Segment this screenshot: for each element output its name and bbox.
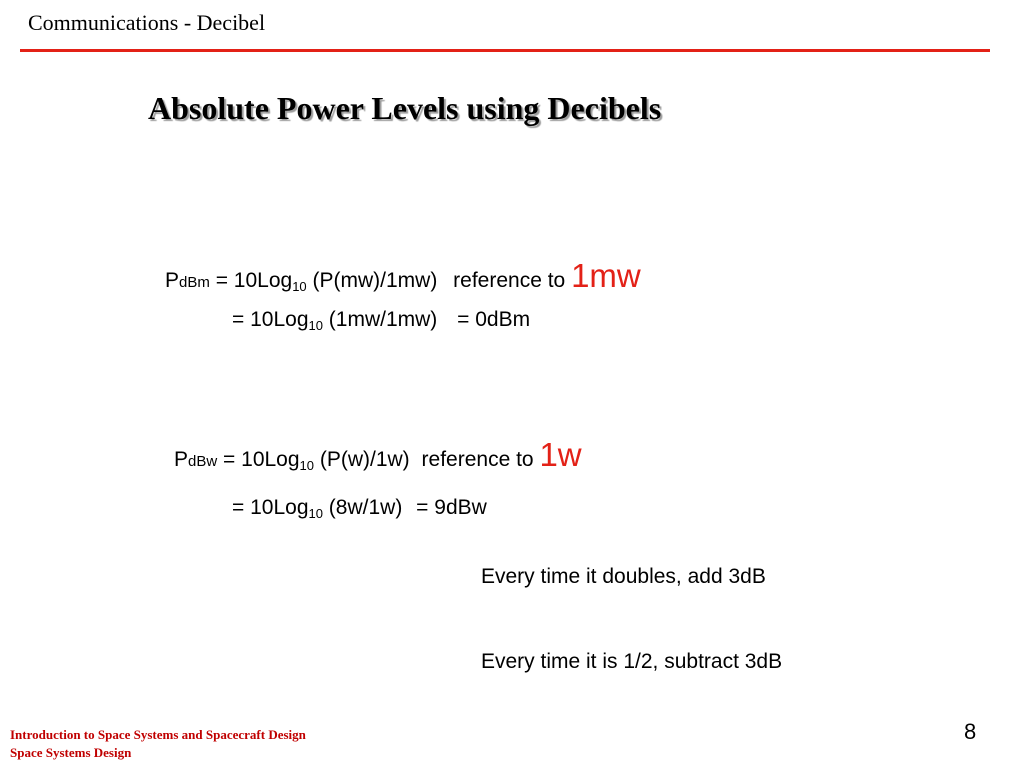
footer	[10, 726, 306, 762]
header-divider	[20, 49, 990, 52]
dbw-calc-result: = 9dBw	[416, 496, 487, 519]
dbm-calc-base: 10	[308, 318, 323, 333]
page-number: 8	[964, 719, 977, 744]
dbm-symbol-subscript: dBm	[179, 274, 210, 291]
dbm-calc-arg: (1mw/1mw)	[322, 308, 438, 331]
dbm-calc-prefix: = 10Log	[232, 308, 309, 331]
dbw-formula	[174, 436, 582, 474]
slide-title: Absolute Power Levels using Decibels	[148, 90, 662, 126]
footer-subtitle: Space Systems Design	[10, 745, 132, 760]
note-halving: Every time it is 1/2, subtract 3dB	[481, 650, 783, 673]
dbm-calc-result: = 0dBm	[457, 308, 531, 331]
dbm-symbol: P	[165, 269, 180, 292]
dbw-reference-unit: 1w	[539, 436, 582, 473]
dbw-formula-arg: (P(w)/1w)	[314, 448, 410, 471]
dbw-formula-prefix: = 10Log	[217, 448, 300, 471]
dbw-log-base: 10	[299, 458, 315, 473]
dbw-calc-prefix: = 10Log	[232, 496, 309, 519]
dbm-formula-prefix: = 10Log	[209, 269, 293, 292]
dbm-formula	[165, 257, 641, 295]
dbm-calculation	[232, 308, 530, 332]
dbw-symbol: P	[174, 448, 189, 471]
dbm-formula-arg: (P(mw)/1mw)	[306, 269, 438, 292]
dbw-calc-base: 10	[308, 506, 323, 521]
dbm-reference-text: reference to	[453, 269, 572, 292]
header-title: Communications - Decibel	[28, 10, 266, 35]
dbw-reference-text: reference to	[421, 448, 540, 471]
dbw-calc-arg: (8w/1w)	[322, 496, 403, 519]
dbm-log-base: 10	[292, 279, 307, 294]
dbm-reference-unit: 1mw	[571, 257, 641, 294]
dbw-calculation	[232, 496, 487, 520]
dbw-symbol-subscript: dBw	[188, 453, 218, 470]
footer-course-title: Introduction to Space Systems and Spacecraft Design	[10, 727, 306, 742]
note-doubling: Every time it doubles, add 3dB	[481, 565, 766, 588]
